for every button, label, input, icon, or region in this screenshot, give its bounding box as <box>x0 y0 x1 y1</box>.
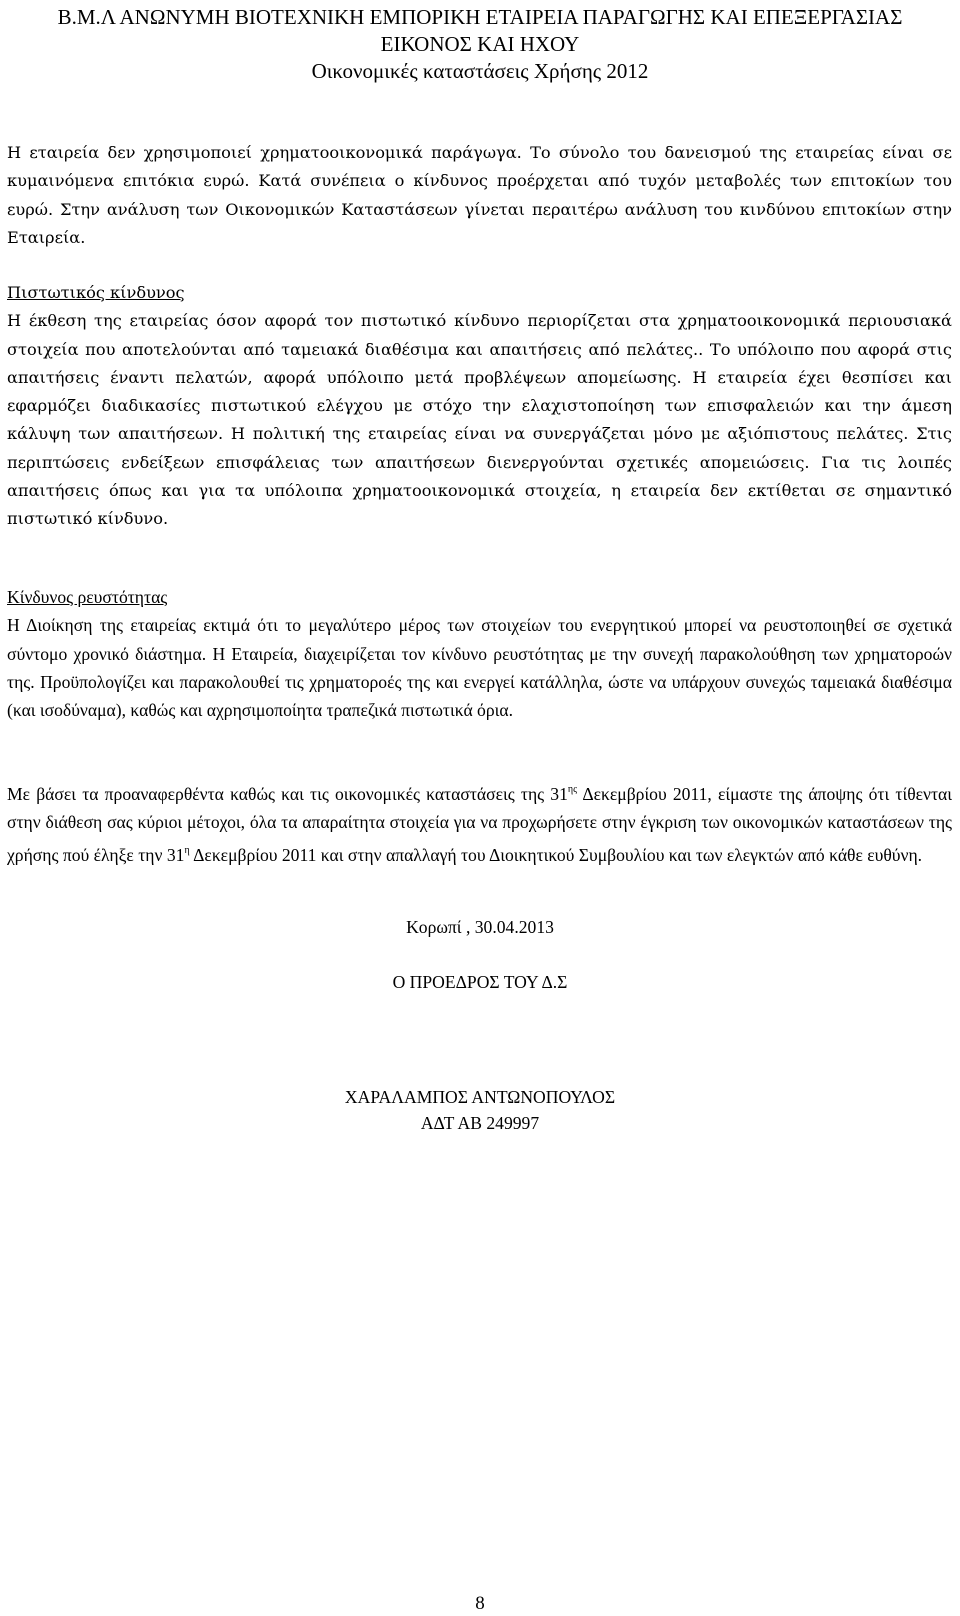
closing-text-part3: Δεκεμβρίου 2011 και στην απαλλαγή του Διοικητικού Συμβουλίου και των ελεγκτών από κάθε ευθύνη. <box>189 844 923 865</box>
liquidity-risk-section <box>7 583 952 724</box>
signatory-name: ΧΑΡΑΛΑΜΠΟΣ ΑΝΤΩΝΟΠΟΥΛΟΣ <box>344 1087 616 1107</box>
signatory-id-number: ΑΔΤ ΑΒ 249997 <box>420 1113 540 1133</box>
report-title: Οικονομικές καταστάσεις Χρήσης 2012 <box>311 59 649 83</box>
ordinal-superscript-1: ης <box>567 784 578 795</box>
page-number: 8 <box>475 1593 485 1614</box>
closing-paragraph <box>7 776 952 869</box>
closing-text-part1: Με βάσει τα προαναφερθέντα καθώς και τις οικονομικές καταστάσεις της 31 <box>7 784 568 804</box>
closing-text-part2: Δεκεμβρίου 2011, είμαστε της άποψης ότι τίθενται στην διάθεση σας κύριοι μέτοχοι, όλα τα απαραίτητα στοιχεία για να προχωρήσετε στην έγκριση των οικονομικών καταστάσεων της χρήσης πού έληξε την 31 <box>7 784 952 865</box>
credit-risk-heading: Πιστωτικός κίνδυνος <box>7 283 185 302</box>
signatory-title: Ο ΠΡΟΕΔΡΟΣ ΤΟΥ Δ.Σ <box>392 972 568 992</box>
place-and-date: Κορωπί , 30.04.2013 <box>406 917 554 937</box>
ordinal-superscript-2: η <box>184 844 190 856</box>
liquidity-risk-text: Η Διοίκηση της εταιρείας εκτιμά ότι το μεγαλύτερο μέρος των στοιχείων του ενεργητικού μπορεί να ρευστοποιηθεί σε σχετικά σύντομο χρονικό διάστημα. Η Εταιρεία, διαχειρίζεται τον κίνδυνο ρευστότητας με την συνεχή παρακολούθηση των χρηματοροών της. Προϋπολογίζει και παρακολουθεί τις χρηματοροές της και ενεργεί κατάλληλα, ώστε να υπάρχουν συνεχώς ταμειακά διαθέσιμα (και ισοδύναμα), καθώς και αχρησιμοποίητα τραπεζικά πιστωτικά όρια. <box>7 615 952 721</box>
interest-rate-paragraph: Η εταιρεία δεν χρησιμοποιεί χρηματοοικονομικά παράγωγα. Το σύνολο του δανεισμού της εταιρείας είναι σε κυμαινόμενα επιτόκια ευρώ. Κατά συνέπεια ο κίνδυνος προέρχεται από τυχόν μεταβολές των επιτοκίων του ευρώ. Στην ανάλυση των Οικονομικών Καταστάσεων γίνεται περαιτέρω ανάλυση του κινδύνου επιτοκίων στην Εταιρεία. <box>7 143 952 247</box>
company-name-line1: Β.Μ.Λ ΑΝΩΝΥΜΗ ΒΙΟΤΕΧΝΙΚΗ ΕΜΠΟΡΙΚΗ ΕΤΑΙΡΕΙΑ ΠΑΡΑΓΩΓΗΣ ΚΑΙ ΕΠΕΞΕΡΓΑΣΙΑΣ <box>57 5 903 29</box>
company-name-line2: ΕΙΚΟΝΟΣ ΚΑΙ ΗΧΟΥ <box>380 32 580 56</box>
credit-risk-section <box>7 279 952 534</box>
credit-risk-text: Η έκθεση της εταιρείας όσον αφορά τον πιστωτικό κίνδυνο περιορίζεται στα χρηματοοικονομικά περιουσιακά στοιχεία που αποτελούνται από ταμειακά διαθέσιμα και απαιτήσεις από πελάτες.. Το υπόλοιπο που αφορά στις απαιτήσεις έναντι πελατών, αφορά υπόλοιπο μετά προβλέψεων απομείωσης. Η εταιρεία έχει θεσπίσει και εφαρμόζει διαδικασίες πιστωτικού ελέγχου με στόχο την ελαχιστοποίηση των επισφαλειών και την άμεση κάλυψη των απαιτήσεων. Η πολιτική της εταιρείας είναι να συνεργάζεται μόνο με αξιόπιστους πελάτες. Στις περιπτώσεις ενδείξεων επισφάλειας των απαιτήσεων διενεργούνται σχετικές απομειώσεις. Για τις λοιπές απαιτήσεις όπως και για τα υπόλοιπα χρηματοοικονομικά στοιχεία, η εταιρεία δεν εκτίθεται σε σημαντικό πιστωτικό κίνδυνο. <box>7 311 952 529</box>
liquidity-risk-heading: Κίνδυνος ρευστότητας <box>7 587 168 607</box>
document-header <box>0 4 960 85</box>
